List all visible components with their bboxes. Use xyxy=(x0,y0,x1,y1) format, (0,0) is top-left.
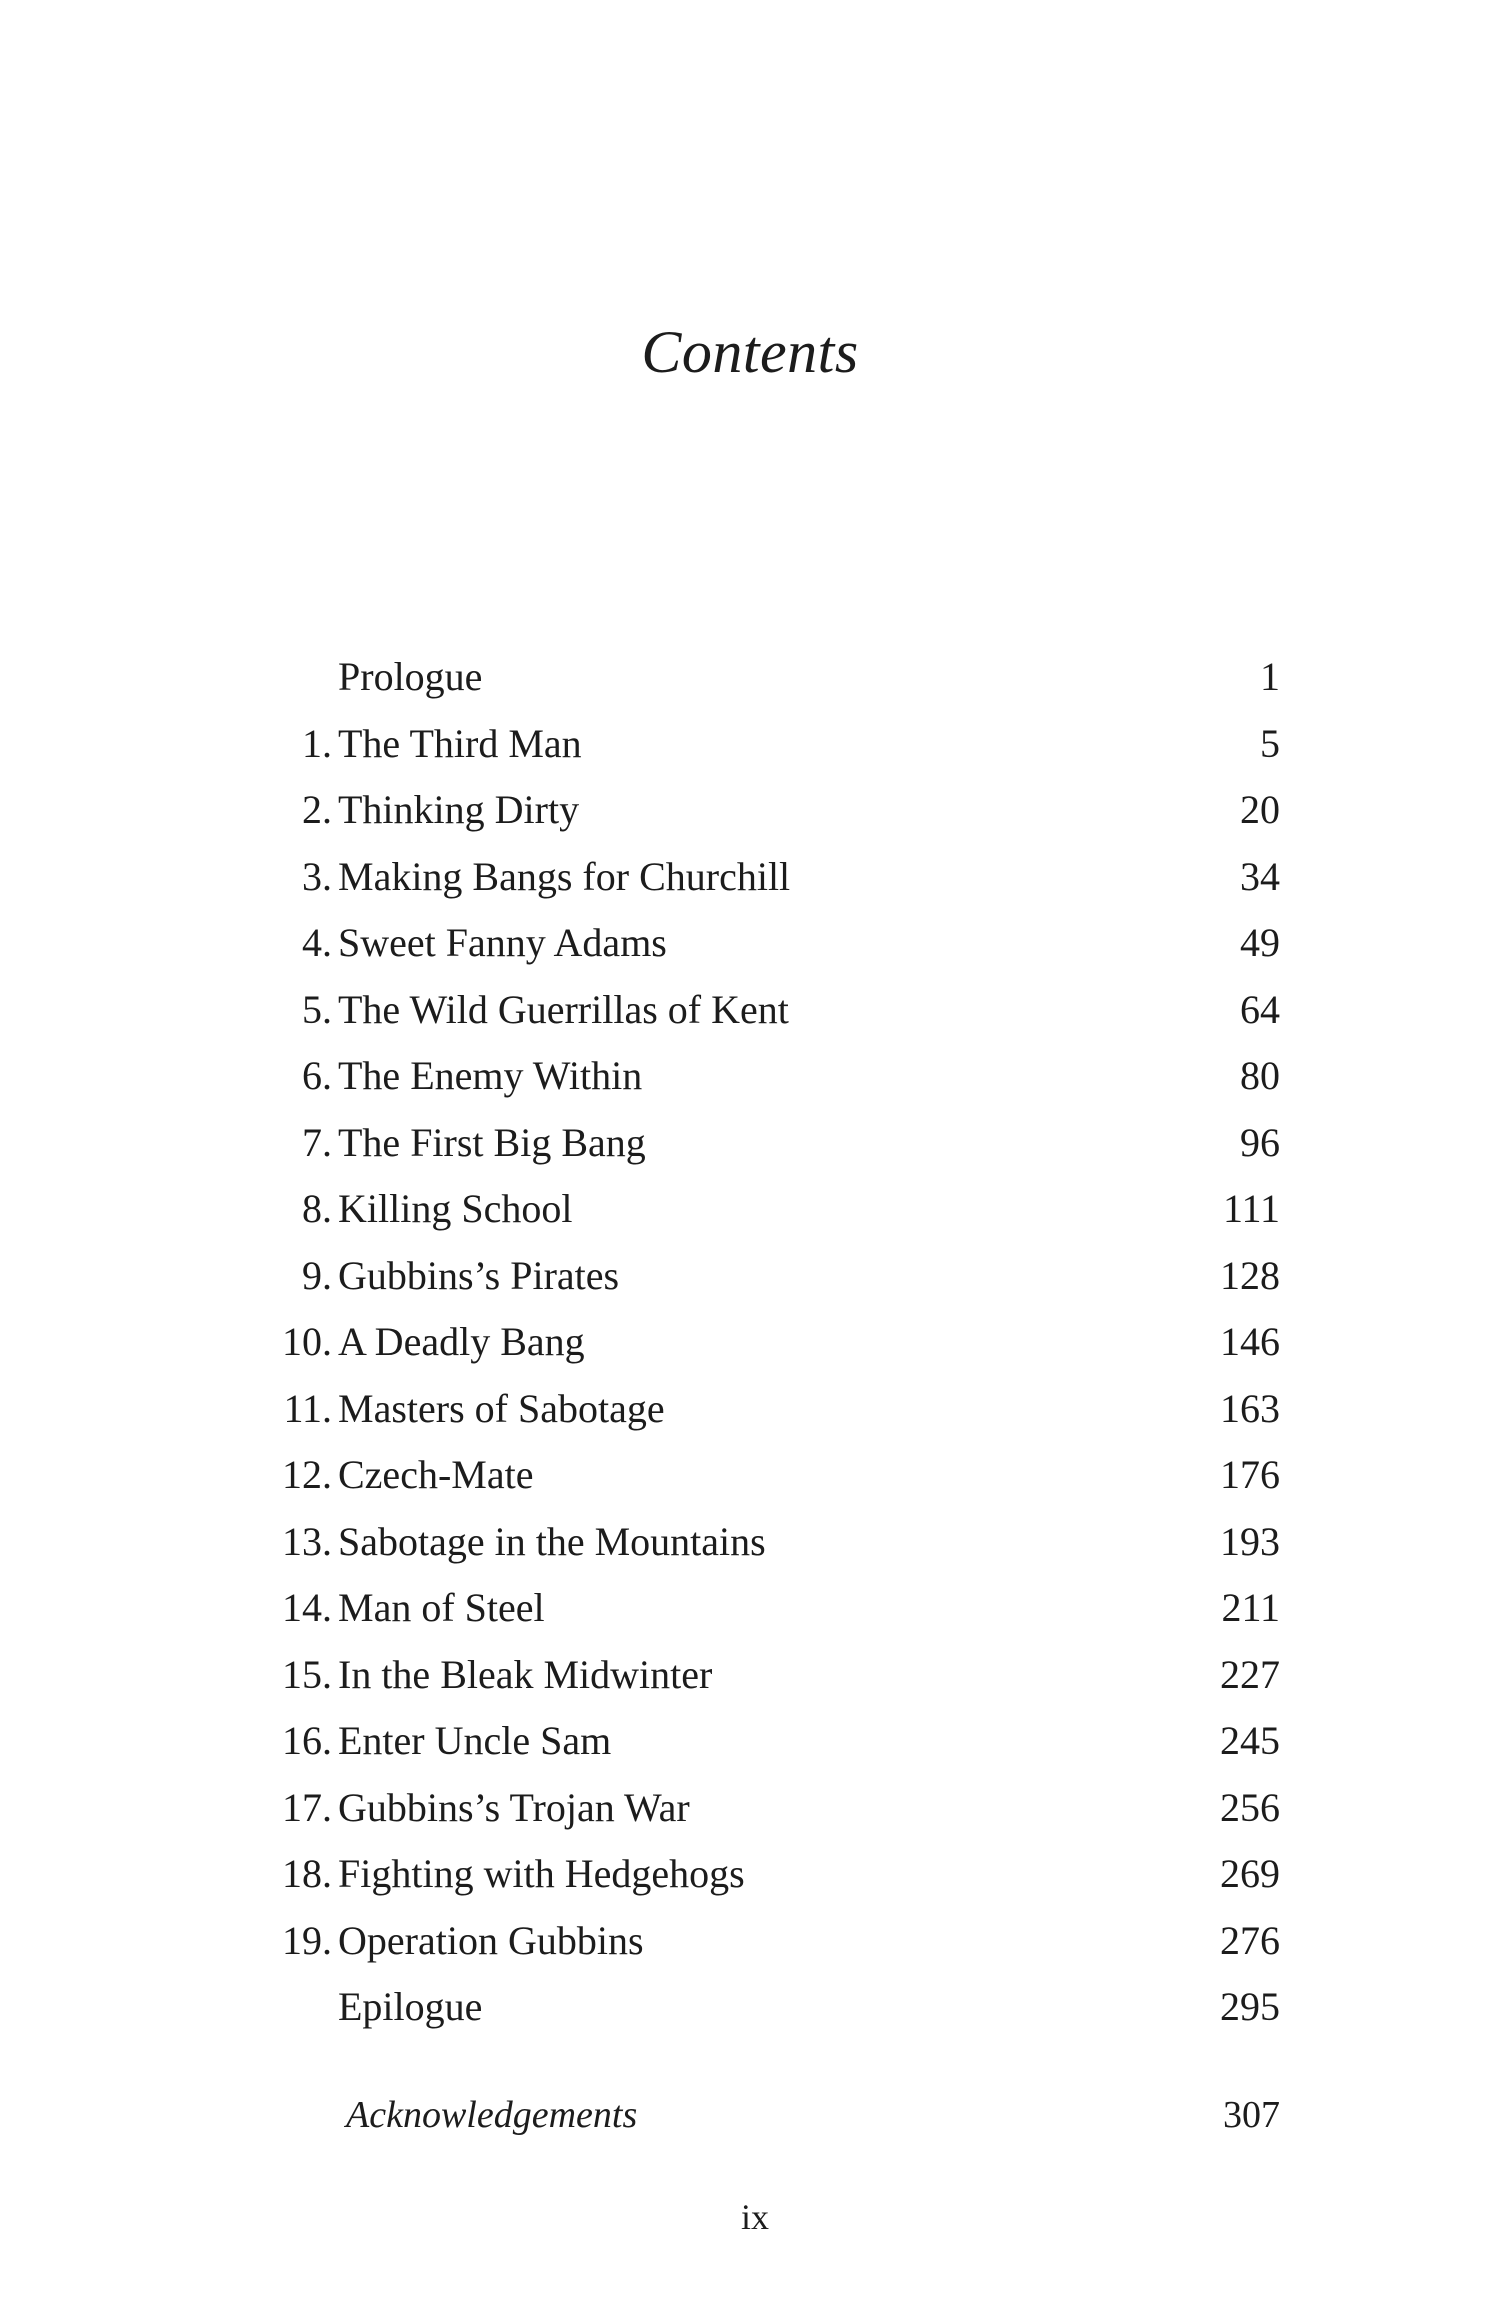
toc-entry-number: 3. xyxy=(302,853,332,899)
toc-entry-number: 15. xyxy=(282,1651,332,1697)
toc-entry-title: The Enemy Within xyxy=(338,1053,643,1098)
toc-entry-title: Prologue xyxy=(338,654,483,699)
toc-entry-title: The Wild Guerrillas of Kent xyxy=(338,986,789,1032)
toc-entry-page: 1 xyxy=(1260,654,1280,699)
toc-entry-page: 245 xyxy=(1220,1718,1280,1763)
toc-row xyxy=(240,1708,1280,1775)
toc-list xyxy=(240,644,1280,2041)
toc-entry-number: 11. xyxy=(283,1385,332,1431)
toc-entry-title: Sweet Fanny Adams xyxy=(338,920,667,965)
toc-entry-page: 111 xyxy=(1222,1186,1280,1231)
toc-entry-page: 49 xyxy=(1240,920,1280,965)
toc-entry-number: 12. xyxy=(282,1452,332,1497)
toc-entry-title: Killing School xyxy=(338,1186,573,1231)
toc-row xyxy=(240,1775,1280,1842)
toc-entry-page: 64 xyxy=(1240,986,1280,1032)
toc-row xyxy=(240,844,1280,911)
toc-row xyxy=(240,1176,1280,1243)
toc-entry-number: 14. xyxy=(282,1585,332,1630)
toc-row xyxy=(240,1043,1280,1110)
toc-entry-number: 9. xyxy=(302,1252,332,1298)
toc-entry-number: 1. xyxy=(302,720,332,766)
toc-entry-number: 6. xyxy=(302,1053,332,1098)
toc-row xyxy=(240,1841,1280,1908)
toc-entry-page: 34 xyxy=(1240,853,1280,899)
page-number: ix xyxy=(740,2197,769,2237)
toc-entry-page: 256 xyxy=(1220,1784,1280,1830)
toc-row xyxy=(240,977,1280,1044)
toc-entry-number: 17. xyxy=(282,1784,332,1830)
toc-entry-title: Masters of Sabotage xyxy=(338,1385,665,1431)
toc-row xyxy=(240,1243,1280,1310)
toc-entry-page: 193 xyxy=(1220,1518,1280,1564)
toc-entry-number: 10. xyxy=(282,1319,332,1364)
toc-entry-title: Fighting with Hedgehogs xyxy=(338,1851,745,1896)
toc-entry-title: Operation Gubbins xyxy=(338,1917,644,1963)
toc-entry-title: Gubbins’s Trojan War xyxy=(338,1784,690,1830)
toc-entry-title: Man of Steel xyxy=(338,1585,545,1630)
toc-row xyxy=(240,1110,1280,1177)
toc-entry-number: 4. xyxy=(302,920,332,965)
toc-entry-title: Sabotage in the Mountains xyxy=(338,1518,766,1564)
toc-entry-title: In the Bleak Midwinter xyxy=(338,1651,713,1697)
toc-entry-number: 8. xyxy=(302,1186,332,1231)
toc-entry-page: 20 xyxy=(1240,787,1280,832)
toc-entry-title: Epilogue xyxy=(338,1984,483,2029)
toc-entry-page: 96 xyxy=(1240,1119,1280,1165)
toc-entry-page: 128 xyxy=(1220,1252,1280,1298)
toc-entry-number: 19. xyxy=(282,1917,332,1963)
toc-row xyxy=(240,1509,1280,1576)
toc-entry-number: 5. xyxy=(302,986,332,1032)
toc-row xyxy=(240,777,1280,844)
toc-entry-title: The Third Man xyxy=(338,720,582,766)
toc-row xyxy=(240,910,1280,977)
toc-entry-title: Making Bangs for Churchill xyxy=(338,853,791,899)
toc-entry-page: 211 xyxy=(1221,1585,1280,1630)
toc-entry-page: 176 xyxy=(1220,1452,1280,1497)
toc-row xyxy=(240,1974,1280,2041)
toc-entry-title: Acknowledgements xyxy=(346,2094,638,2136)
toc-entry-page: 295 xyxy=(1220,1984,1280,2029)
toc-entry-page: 5 xyxy=(1260,720,1280,766)
toc-entry-page: 276 xyxy=(1220,1917,1280,1963)
toc-row xyxy=(240,644,1280,711)
toc-row xyxy=(240,1908,1280,1975)
toc-entry-title: Thinking Dirty xyxy=(338,787,580,832)
toc-entry-page: 227 xyxy=(1220,1651,1280,1697)
toc-entry-number: 18. xyxy=(282,1851,332,1896)
toc-row xyxy=(240,1575,1280,1642)
toc-entry-page: 307 xyxy=(1223,2094,1280,2136)
toc-entry-title: A Deadly Bang xyxy=(338,1319,585,1364)
toc-entry-number: 2. xyxy=(302,787,332,832)
toc-entry-page: 146 xyxy=(1220,1319,1280,1364)
toc-entry-page: 80 xyxy=(1240,1053,1280,1098)
toc-row-acknowledgements xyxy=(240,2082,1280,2148)
toc-row xyxy=(240,1642,1280,1709)
toc-entry-title: The First Big Bang xyxy=(338,1119,646,1165)
toc-row xyxy=(240,1442,1280,1509)
toc-entry-number: 16. xyxy=(282,1718,332,1763)
toc-entry-title: Czech-Mate xyxy=(338,1452,534,1497)
toc-row xyxy=(240,1376,1280,1443)
toc-row xyxy=(240,711,1280,778)
toc-entry-title: Enter Uncle Sam xyxy=(338,1718,612,1763)
toc-row xyxy=(240,1309,1280,1376)
page-title: Contents xyxy=(641,319,859,385)
toc-entry-number: 7. xyxy=(302,1119,332,1165)
toc-entry-page: 269 xyxy=(1220,1851,1280,1896)
toc-entry-page: 163 xyxy=(1220,1385,1280,1431)
toc-entry-title: Gubbins’s Pirates xyxy=(338,1252,620,1298)
toc-entry-number: 13. xyxy=(282,1518,332,1564)
